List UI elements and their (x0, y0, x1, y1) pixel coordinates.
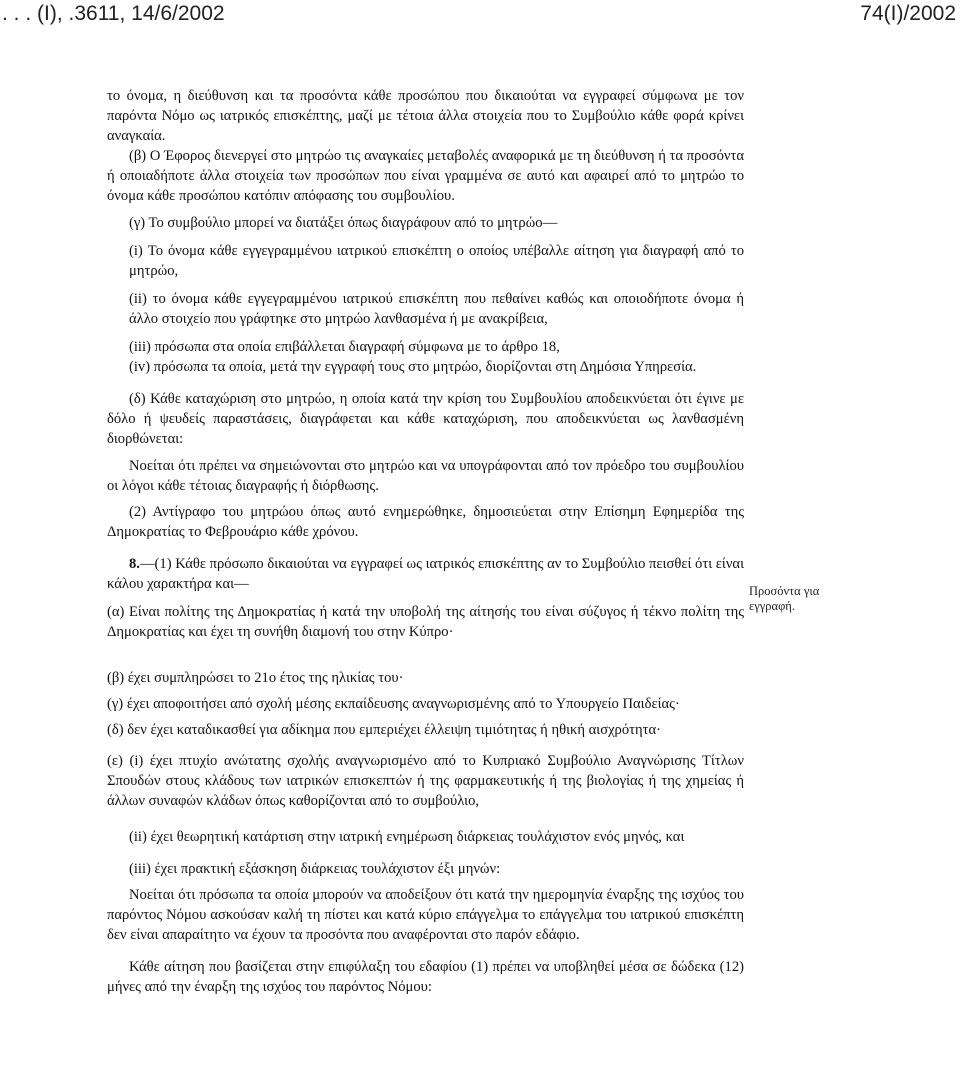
paragraph-proviso-existing-practitioners: Νοείται ότι πρόσωπα τα οποία μπορούν να αποδείξουν ότι κατά την ημερομηνία έναρξης της ισχύος του παρόντος Νόμου ασκούσαν καλή τη πίστει και κατά κύριο επάγγελμα το επάγγελμα του ιατρικού επισκέπτη δεν είναι απαραίτητο να έχουν τα προσόντα που αναφέρονται στο παρόν εδάφιο. (107, 887, 744, 944)
header-reference: . . . (I), .3611, 14/6/2002 (2, 2, 225, 25)
paragraph-a-citizenship: (α) Είναι πολίτης της Δημοκρατίας ή κατά την υποβολή της αίτησής του είναι σύζυγος ή τέκνο πολίτη της Δημοκρατίας και έχει τη συνήθη διαμονή του στην Κύπρο· (107, 604, 744, 641)
margin-note-qualifications: Προσόντα για εγγραφή. (749, 584, 820, 613)
document-body (107, 86, 744, 997)
paragraph-c-iv: (iv) πρόσωπα τα οποία, μετά την εγγραφή τους στο μητρώο, διορίζονται στη Δημόσια Υπηρεσία. (129, 359, 697, 376)
section-8-text: —(1) Κάθε πρόσωπο δικαιούται να εγγραφεί ως ιατρικός επισκέπτης αν το Συμβούλιο πεισθεί ότι είναι κάλου χαρακτήρα και— (107, 555, 744, 592)
paragraph-b-registrar-changes: (β) Ο Έφορος διενεργεί στο μητρώο τις αναγκαίες μεταβολές αναφορικά με τη διεύθυνση ή τα προσόντα ή οποιαδήποτε άλλα στοιχεία των προσώπων που είναι γραμμένα σε αυτό και αφαιρεί από το μητρώο το όνομα κάθε προσώπου κατόπιν απόφασης του συμβουλίου. (107, 148, 744, 205)
paragraph-application-deadline: Κάθε αίτηση που βασίζεται στην επιφύλαξη του εδαφίου (1) πρέπει να υποβληθεί μέσα σε δώδεκα (12) μήνες από την έναρξη της ισχύος του παρόντος Νόμου: (107, 959, 744, 996)
paragraph-2-publication: (2) Αντίγραφο του μητρώου όπως αυτό ενημερώθηκε, δημοσιεύεται στην Επίσημη Εφημερίδα της Δημοκρατίας το Φεβρουάριο κάθε χρόνου. (107, 503, 744, 540)
paragraph-e-ii-training: (ii) έχει θεωρητική κατάρτιση στην ιατρική ενημέρωση διάρκειας τουλάχιστον ενός μηνός, και (129, 828, 685, 845)
paragraph-c-council-deletions: (γ) Το συμβούλιο μπορεί να διατάξει όπως διαγράφουν από το μητρώο— (129, 214, 558, 231)
paragraph-section-8-qualifications (107, 554, 744, 594)
section-number: 8. (129, 555, 140, 572)
paragraph-c-iii: (iii) πρόσωπα στα οποία επιβάλλεται διαγραφή σύμφωνα με το άρθρο 18, (129, 339, 560, 356)
paragraph-d-fraudulent-entries: (δ) Κάθε καταχώριση στο μητρώο, η οποία κατά την κρίση του Συμβουλίου αποδεικνύεται ότι έγινε με δόλο ή ψευδείς παραστάσεις, διαγράφεται και κάθε καταχώριση, που αποδεικνύεται ως λανθασμένη διορθώνεται: (107, 391, 744, 448)
paragraph-proviso-reasons: Νοείται ότι πρέπει να σημειώνονται στο μητρώο και να υπογράφονται από τον πρόεδρο του συμβουλίου οι λόγοι κάθε τέτοιας διαγραφής ή διόρθωσης. (107, 457, 744, 494)
paragraph-c-secondary-education: (γ) έχει αποφοιτήσει από σχολή μέσης εκπαίδευσης αναγνωρισμένης από το Υπουργείο Παιδείας· (107, 696, 680, 713)
paragraph-register-contents: το όνομα, η διεύθυνση και τα προσόντα κάθε προσώπου που δικαιούται να εγγραφεί σύμφωνα με τον παρόντα Νόμο ως ιατρικός επισκέπτης, μαζί με τέτοια άλλα στοιχεία που το Συμβούλιο κάθε φορά κρίνει αναγκαία. (107, 88, 744, 145)
page-header (0, 0, 960, 30)
paragraph-b-age: (β) έχει συμπληρώσει το 21ο έτος της ηλικίας του· (107, 670, 404, 687)
header-law-number: 74(I)/2002 (860, 2, 956, 25)
paragraph-c-ii: (ii) το όνομα κάθε εγγεγραμμένου ιατρικού επισκέπτη που πεθαίνει καθώς και οποιοδήποτε όνομα ή άλλο στοιχείο που γράφτηκε στο μητρώο λανθασμένα ή με ανακρίβεια, (129, 290, 744, 327)
paragraph-c-i: (i) Το όνομα κάθε εγγεγραμμένου ιατρικού επισκέπτη ο οποίος υπέβαλλε αίτηση για διαγραφή από το μητρώο, (129, 242, 744, 279)
paragraph-e-i-degree: (ε) (i) έχει πτυχίο ανώτατης σχολής αναγνωρισμένο από το Κυπριακό Συμβούλιο Αναγνώρισης Τίτλων Σπουδών στους κλάδους των ιατρικών επισκεπτών ή της φαρμακευτικής ή της βιολογίας ή της χημείας ή άλλων συναφών κλάδων όπως καθορίζονται από το συμβούλιο, (107, 752, 744, 809)
paragraph-d-no-conviction: (δ) δεν έχει καταδικασθεί για αδίκημα που εμπεριέχει έλλειψη τιμιότητας ή ηθική αισχρότητα· (107, 722, 661, 739)
paragraph-e-iii-practice: (iii) έχει πρακτική εξάσκηση διάρκειας τουλάχιστον έξι μηνών: (129, 860, 501, 877)
